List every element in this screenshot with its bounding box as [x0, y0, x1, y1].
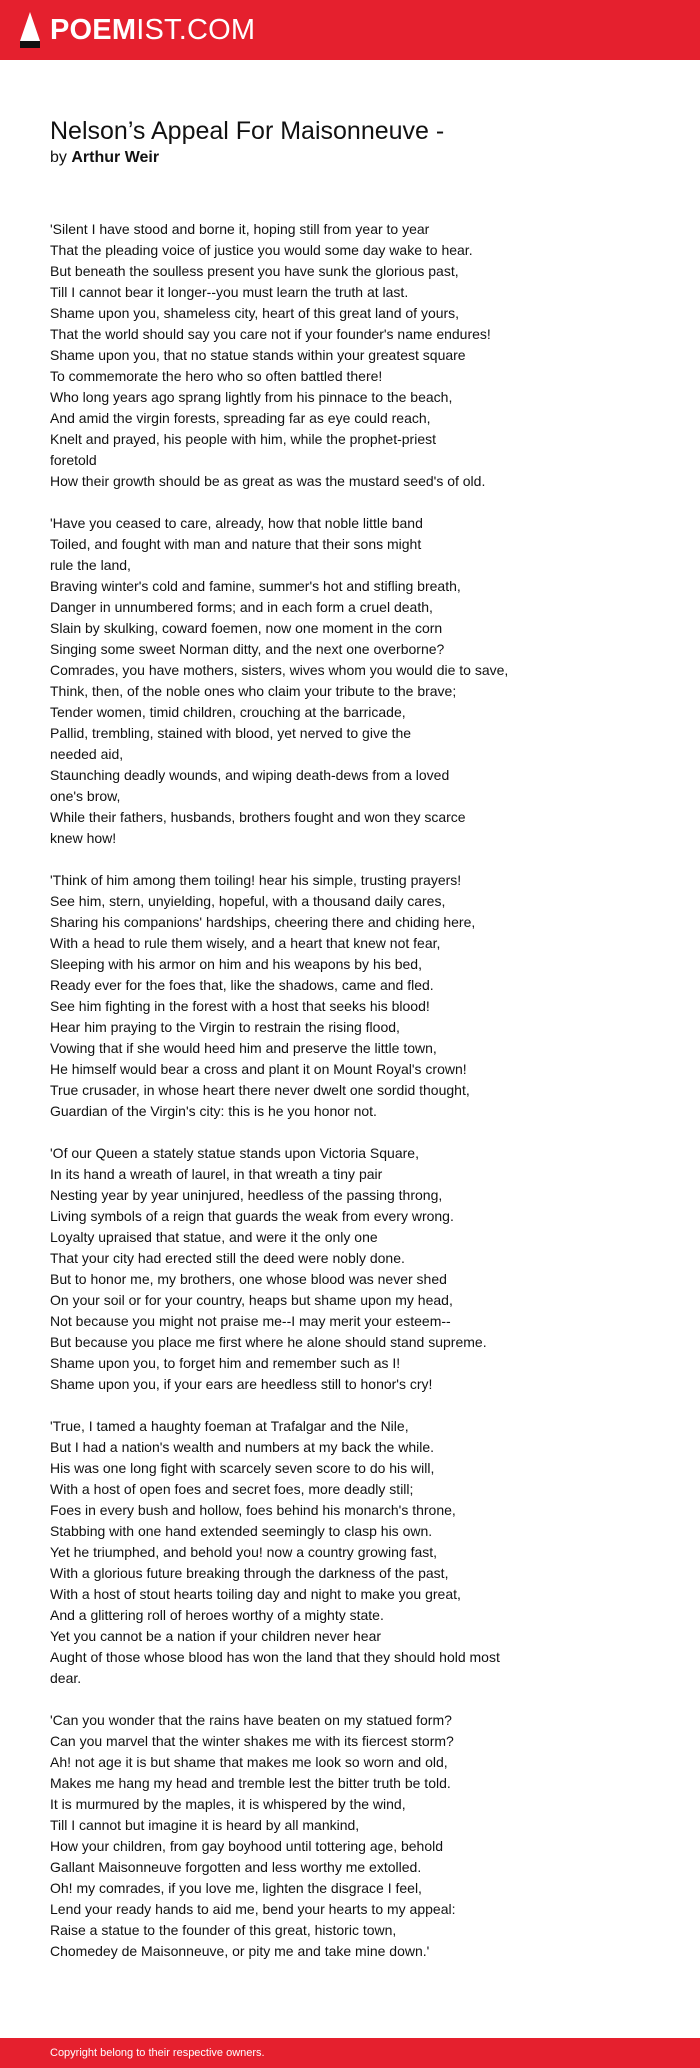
- poem-line: With a glorious future breaking through the darkness of the past,: [50, 1565, 449, 1581]
- poem-line: Slain by skulking, coward foemen, now one moment in the corn: [50, 620, 443, 636]
- poem-line: And amid the virgin forests, spreading far as eye could reach,: [50, 410, 431, 426]
- poem-line: Aught of those whose blood has won the land that they should hold most: [50, 1649, 500, 1665]
- poem-line: Not because you might not praise me--I may merit your esteem--: [50, 1313, 451, 1329]
- poem-line: With a host of open foes and secret foes, more deadly still;: [50, 1481, 414, 1497]
- poem-line: Tender women, timid children, crouching at the barricade,: [50, 704, 406, 720]
- poem-line: 'Of our Queen a stately statue stands upon Victoria Square,: [50, 1145, 419, 1161]
- poem-line: But because you place me first where he alone should stand supreme.: [50, 1334, 487, 1350]
- poem-line: 'Silent I have stood and borne it, hoping still from year to year: [50, 221, 430, 237]
- pen-nib-icon[interactable]: [18, 11, 42, 49]
- poem-line: Staunching deadly wounds, and wiping death-dews from a loved: [50, 767, 450, 783]
- poem-line: Nesting year by year uninjured, heedless of the passing throng,: [50, 1187, 443, 1203]
- poem-line: With a host of stout hearts toiling day and night to make you great,: [50, 1586, 461, 1602]
- poem-line: How your children, from gay boyhood until tottering age, behold: [50, 1838, 444, 1854]
- logo-bold-text: POEM: [50, 14, 137, 46]
- poem-line: rule the land,: [50, 557, 131, 573]
- poem-stanza: [50, 513, 570, 849]
- poem-line: knew how!: [50, 830, 117, 846]
- poem-line: Living symbols of a reign that guards the weak from every wrong.: [50, 1208, 454, 1224]
- poem-line: Braving winter's cold and famine, summer's hot and stifling breath,: [50, 578, 461, 594]
- poem-line: Lend your ready hands to aid me, bend your hearts to my appeal:: [50, 1901, 456, 1917]
- poem-line: Vowing that if she would heed him and preserve the little town,: [50, 1040, 437, 1056]
- poem-line: Raise a statue to the founder of this great, historic town,: [50, 1922, 397, 1938]
- poem-line: Foes in every bush and hollow, foes behind his monarch's throne,: [50, 1502, 456, 1518]
- poem-line: Till I cannot but imagine it is heard by all mankind,: [50, 1817, 360, 1833]
- poem-line: 'Can you wonder that the rains have beaten on my statued form?: [50, 1712, 452, 1728]
- poem-line: Guardian of the Virgin's city: this is he you honor not.: [50, 1103, 377, 1119]
- poem-title: Nelson’s Appeal For Maisonneuve -: [50, 117, 445, 145]
- poem-line: foretold: [50, 452, 97, 468]
- poem-line: That the world should say you care not if your founder's name endures!: [50, 326, 491, 342]
- poem-line: To commemorate the hero who so often battled there!: [50, 368, 383, 384]
- site-logo[interactable]: [50, 13, 255, 47]
- poem-stanza: [50, 1710, 570, 1962]
- poem-line: In its hand a wreath of laurel, in that wreath a tiny pair: [50, 1166, 383, 1182]
- poem-line: On your soil or for your country, heaps but shame upon my head,: [50, 1292, 453, 1308]
- poem-line: Stabbing with one hand extended seemingly to clasp his own.: [50, 1523, 433, 1539]
- copyright-text: Copyright belong to their respective owners.: [50, 2047, 265, 2059]
- poem-line: Oh! my comrades, if you love me, lighten the disgrace I feel,: [50, 1880, 422, 1896]
- site-header: [0, 0, 700, 60]
- poem-line: Yet you cannot be a nation if your children never hear: [50, 1628, 382, 1644]
- poem-line: He himself would bear a cross and plant it on Mount Royal's crown!: [50, 1061, 467, 1077]
- poem-line: needed aid,: [50, 746, 124, 762]
- poem-line: But to honor me, my brothers, one whose blood was never shed: [50, 1271, 447, 1287]
- poem-line: That the pleading voice of justice you would some day wake to hear.: [50, 242, 473, 258]
- poem-line: Shame upon you, that no statue stands within your greatest square: [50, 347, 466, 363]
- poem-line: With a head to rule them wisely, and a heart that knew not fear,: [50, 935, 441, 951]
- poem-line: Ready ever for the foes that, like the shadows, came and fled.: [50, 977, 434, 993]
- poem-line: Gallant Maisonneuve forgotten and less worthy me extolled.: [50, 1859, 422, 1875]
- author-name[interactable]: Arthur Weir: [71, 149, 160, 166]
- poem-line: See him fighting in the forest with a host that seeks his blood!: [50, 998, 430, 1014]
- poem-line: Sleeping with his armor on him and his weapons by his bed,: [50, 956, 422, 972]
- poem-line: And a glittering roll of heroes worthy of a mighty state.: [50, 1607, 384, 1623]
- poem-line: Till I cannot bear it longer--you must learn the truth at last.: [50, 284, 409, 300]
- poem-line: It is murmured by the maples, it is whispered by the wind,: [50, 1796, 406, 1812]
- poem-line: Loyalty upraised that statue, and were it the only one: [50, 1229, 378, 1245]
- poem-line: Pallid, trembling, stained with blood, yet nerved to give the: [50, 725, 412, 741]
- poem-line: But beneath the soulless present you have sunk the glorious past,: [50, 263, 459, 279]
- poem-line: Knelt and prayed, his people with him, while the prophet-priest: [50, 431, 436, 447]
- poem-line: See him, stern, unyielding, hopeful, with a thousand daily cares,: [50, 893, 446, 909]
- poem-line: His was one long fight with scarcely seven score to do his will,: [50, 1460, 435, 1476]
- poem-line: Danger in unnumbered forms; and in each form a cruel death,: [50, 599, 433, 615]
- poem-stanza: [50, 1416, 570, 1689]
- poem-line: True crusader, in whose heart there never dwelt one sordid thought,: [50, 1082, 470, 1098]
- poem-line: Singing some sweet Norman ditty, and the next one overborne?: [50, 641, 445, 657]
- poem-line: 'Think of him among them toiling! hear his simple, trusting prayers!: [50, 872, 462, 888]
- poem-line: 'True, I tamed a haughty foeman at Trafalgar and the Nile,: [50, 1418, 409, 1434]
- poem-line: Can you marvel that the winter shakes me with its fiercest storm?: [50, 1733, 454, 1749]
- poem-line: Yet he triumphed, and behold you! now a country growing fast,: [50, 1544, 438, 1560]
- poem-line: While their fathers, husbands, brothers fought and won they scarce: [50, 809, 466, 825]
- poem-line: Ah! not age it is but shame that makes me look so worn and old,: [50, 1754, 448, 1770]
- poem-line: Shame upon you, if your ears are heedless still to honor's cry!: [50, 1376, 433, 1392]
- site-footer: [0, 2038, 700, 2068]
- poem-line: Shame upon you, shameless city, heart of this great land of yours,: [50, 305, 460, 321]
- poem-line: Toiled, and fought with man and nature that their sons might: [50, 536, 422, 552]
- poem-line: Sharing his companions' hardships, cheering there and chiding here,: [50, 914, 476, 930]
- poem-stanza: [50, 1143, 570, 1395]
- poem-line: But I had a nation's wealth and numbers at my back the while.: [50, 1439, 435, 1455]
- poem-line: Shame upon you, to forget him and remember such as I!: [50, 1355, 401, 1371]
- byline: [50, 148, 159, 168]
- poem-line: That your city had erected still the deed were nobly done.: [50, 1250, 405, 1266]
- poem-line: How their growth should be as great as was the mustard seed's of old.: [50, 473, 486, 489]
- logo-light-text: IST.COM: [136, 14, 256, 46]
- poem-line: 'Have you ceased to care, already, how that noble little band: [50, 515, 423, 531]
- by-label: by: [50, 149, 67, 166]
- poem-line: dear.: [50, 1670, 82, 1686]
- poem-body: [50, 219, 570, 1962]
- poem-line: Think, then, of the noble ones who claim your tribute to the brave;: [50, 683, 457, 699]
- poem-line: Chomedey de Maisonneuve, or pity me and take mine down.': [50, 1943, 430, 1959]
- poem-stanza: [50, 219, 570, 492]
- poem-line: Makes me hang my head and tremble lest the bitter truth be told.: [50, 1775, 451, 1791]
- poem-line: Who long years ago sprang lightly from his pinnace to the beach,: [50, 389, 453, 405]
- poem-line: Comrades, you have mothers, sisters, wives whom you would die to save,: [50, 662, 509, 678]
- poem-stanza: [50, 870, 570, 1122]
- poem-line: Hear him praying to the Virgin to restrain the rising flood,: [50, 1019, 400, 1035]
- poem-line: one's brow,: [50, 788, 121, 804]
